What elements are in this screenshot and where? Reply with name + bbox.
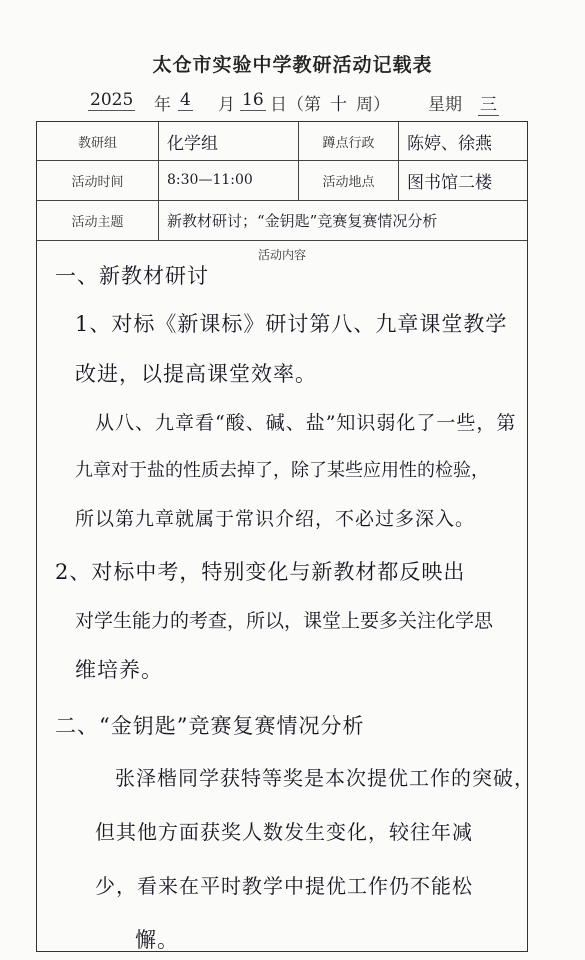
- content-line: 对学生能力的考查，所以，课堂上要多关注化学思: [75, 610, 494, 632]
- row-theme: [37, 200, 527, 241]
- admin-value: 陈婷、徐燕: [407, 133, 492, 154]
- date-week: 十: [330, 95, 347, 115]
- record-table: [36, 121, 535, 952]
- group-value: 化学组: [159, 122, 299, 160]
- admin-label: 蹲点行政: [299, 122, 399, 160]
- date-week-label: 周）: [356, 95, 390, 115]
- time-value: 8:30—11:00: [159, 160, 299, 200]
- date-month-label: 月: [218, 95, 235, 115]
- theme-label: 活动主题: [37, 200, 159, 240]
- content-line: 张泽楷同学获特等奖是本次提优工作的突破，: [115, 766, 535, 790]
- date-year-label: 年: [154, 95, 171, 115]
- place-value: 图书馆二楼: [407, 172, 492, 193]
- content-line: 但其他方面获奖人数发生变化，较往年减: [95, 820, 473, 844]
- date-line: [58, 88, 558, 118]
- group-label: 教研组: [37, 122, 159, 160]
- content-line: 从八、九章看“酸、碱、盐”知识弱化了一些，第: [95, 412, 517, 434]
- content-line: 二、“金钥匙”竞赛复赛情况分析: [55, 714, 365, 738]
- date-year: 2025: [90, 90, 134, 110]
- date-day-label: 日（第: [270, 95, 321, 115]
- content-line: 1、对标《新课标》研讨第八、九章课堂教学: [75, 312, 508, 336]
- page-title: 太仓市实验中学教研活动记载表: [152, 54, 433, 76]
- row-time: [37, 160, 527, 201]
- content-line: 所以第九章就属于常识介绍，不必过多深入。: [75, 508, 476, 530]
- content-line: 九章对于盐的性质去掉了，除了某些应用性的检验，: [75, 460, 489, 481]
- content-label: 活动内容: [257, 248, 306, 262]
- content-line: 2、对标中考，特别变化与新教材都反映出: [55, 560, 466, 584]
- weekday-value: 三: [478, 90, 499, 116]
- content-line: 改进，以提高课堂效率。: [75, 362, 317, 386]
- weekday-label: 星期: [428, 95, 462, 115]
- content-line: 少，看来在平时教学中提优工作仍不能松: [95, 874, 473, 898]
- content-line: 维培养。: [75, 658, 163, 682]
- date-month: 4: [180, 90, 191, 110]
- time-label: 活动时间: [37, 160, 159, 200]
- theme-value: 新教材研讨；“金钥匙”竞赛复赛情况分析: [167, 211, 438, 230]
- content-line: 懈。: [135, 928, 179, 952]
- place-label: 活动地点: [299, 160, 399, 200]
- date-day: 16: [242, 90, 264, 110]
- row-group: [37, 122, 527, 161]
- content-line: 一、新教材研讨: [55, 264, 209, 288]
